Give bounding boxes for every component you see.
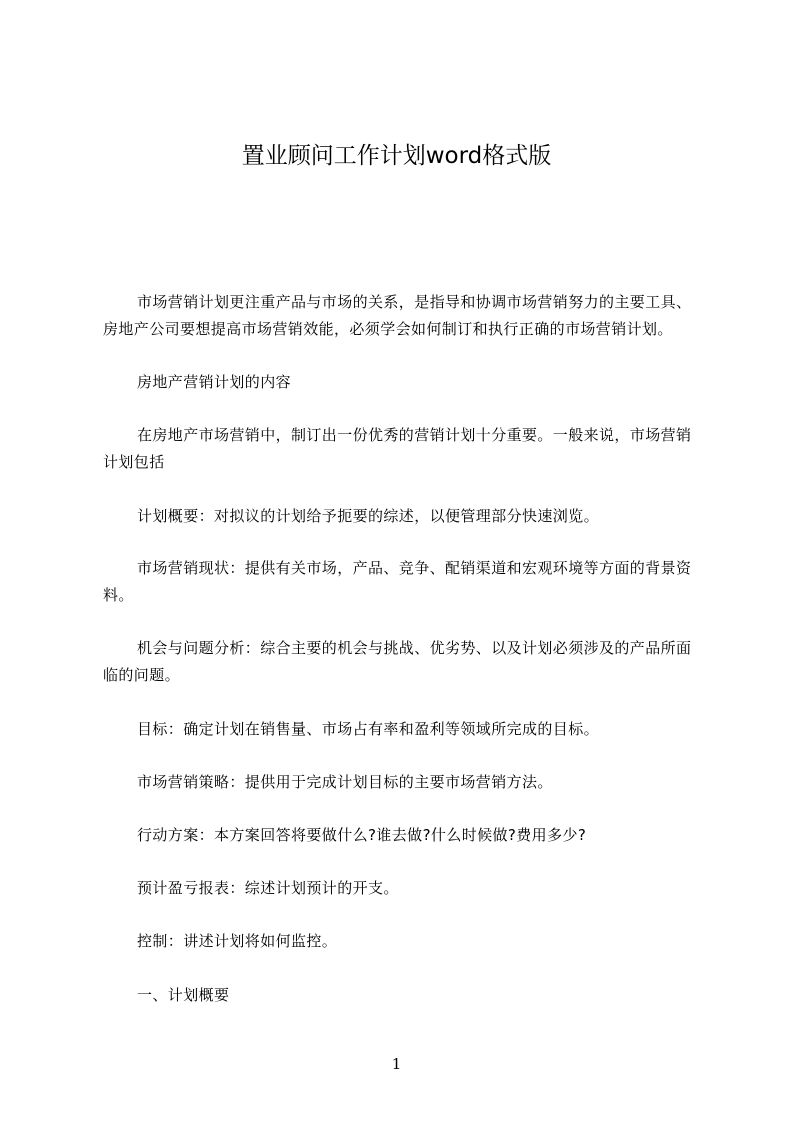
paragraph-plan-contents: 在房地产市场营销中，制订出一份优秀的营销计划十分重要。一般来说，市场营销计划包括 bbox=[103, 426, 692, 471]
paragraph-objectives: 目标：确定计划在销售量、市场占有率和盈利等领域所完成的目标。 bbox=[137, 720, 600, 738]
paragraph-market-status: 市场营销现状：提供有关市场，产品、竞争、配销渠道和宏观环境等方面的背景资料。 bbox=[103, 559, 692, 604]
paragraph-marketing-strategy: 市场营销策略：提供用于完成计划目标的主要市场营销方法。 bbox=[137, 773, 553, 791]
paragraph-intro: 市场营销计划更注重产品与市场的关系，是指导和协调市场营销努力的主要工具、房地产公司要想提高市场营销效能，必须学会如何制订和执行正确的市场营销计划。 bbox=[103, 293, 692, 338]
document-title: 置业顾问工作计划word格式版 bbox=[241, 143, 552, 169]
page-number: 1 bbox=[391, 1055, 402, 1073]
paragraph-action-plan: 行动方案：本方案回答将要做什么?谁去做?什么时候做?费用多少? bbox=[137, 826, 587, 844]
paragraph-section-heading: 房地产营销计划的内容 bbox=[137, 373, 292, 391]
paragraph-control: 控制：讲述计划将如何监控。 bbox=[137, 932, 338, 950]
paragraph-section-one-heading: 一、计划概要 bbox=[137, 986, 230, 1004]
paragraph-plan-summary: 计划概要：对拟议的计划给予扼要的综述，以便管理部分快速浏览。 bbox=[137, 507, 600, 525]
paragraph-profit-loss: 预计盈亏报表：综述计划预计的开支。 bbox=[137, 879, 399, 897]
paragraph-opportunity-analysis: 机会与问题分析：综合主要的机会与挑战、优劣势、以及计划必须涉及的产品所面临的问题。 bbox=[103, 639, 692, 684]
